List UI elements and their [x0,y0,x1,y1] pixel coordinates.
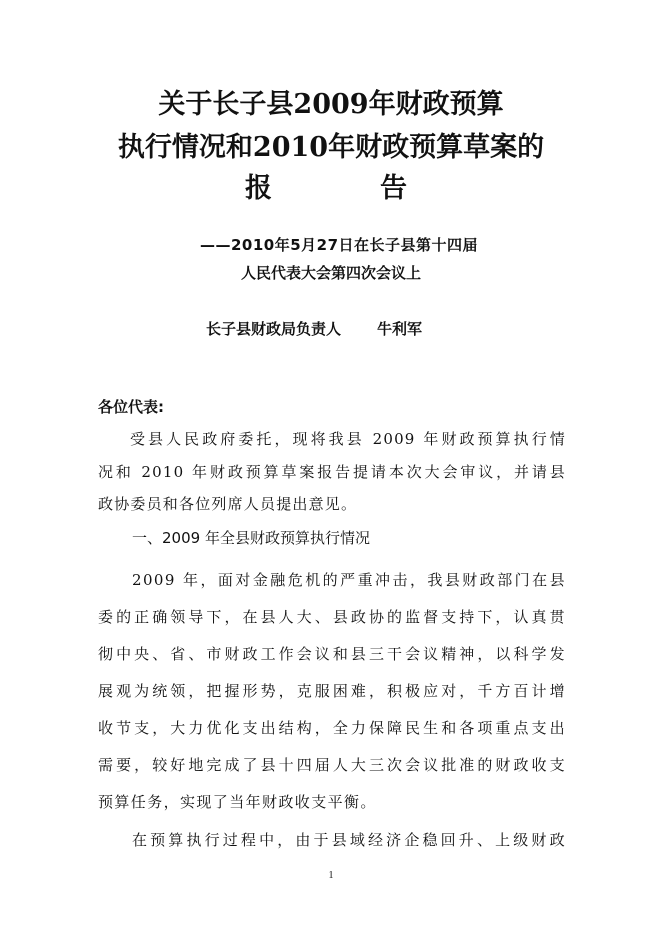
intro-paragraph-line: 受县人民政府委托，现将我县 2009 年财政预算执行情 [130,430,566,448]
author-name: 牛利军 [377,320,423,338]
body-paragraph-line: 收节支，大力优化支出结构，全力保障民生和各项重点支出 [98,719,566,737]
report-title-line-1: 关于长子县2009年财政预算 [158,89,504,120]
salutation: 各位代表: [98,398,164,416]
body-paragraph-line: 需要，较好地完成了县十四届人大三次会议批准的财政收支 [98,756,566,774]
author-position: 长子县财政局负责人 [206,320,342,338]
body-paragraph-line: 彻中央、省、市财政工作会议和县三干会议精神，以科学发 [98,645,566,663]
body-paragraph-line: 委的正确领导下，在县人大、县政协的监督支持下，认真贯 [98,608,566,626]
intro-paragraph [98,423,566,521]
body-paragraph-line: 预算任务，实现了当年财政收支平衡。 [98,793,377,811]
page-number: 1 [328,870,334,881]
subtitle-line-2: 人民代表大会第四次会议上 [240,264,421,282]
author-line [206,318,422,340]
intro-paragraph-line: 政协委员和各位列席人员提出意见。 [98,495,358,513]
subtitle-line-1: ——2010年5月27日在长子县第十四届 [199,236,479,254]
report-title-line-2: 执行情况和2010年财政预算草案的 [117,132,545,163]
body-paragraph-line: 2009 年，面对金融危机的严重冲击，我县财政部门在县 [132,571,566,589]
section-heading: 一、2009 年全县财政预算执行情况 [132,529,370,547]
intro-paragraph-line: 况和 2010 年财政预算草案报告提请本次大会审议，并请县 [98,462,566,481]
report-title-char-gao: 告 [380,173,407,204]
body-paragraph [98,562,566,821]
continued-paragraph [98,824,566,857]
continued-paragraph-line: 在预算执行过程中，由于县域经济企稳回升、上级财政 [132,831,566,849]
report-title-char-bao: 报 [245,173,272,204]
body-paragraph-line: 展观为统领，把握形势，克服困难，积极应对，千方百计增 [98,682,566,700]
